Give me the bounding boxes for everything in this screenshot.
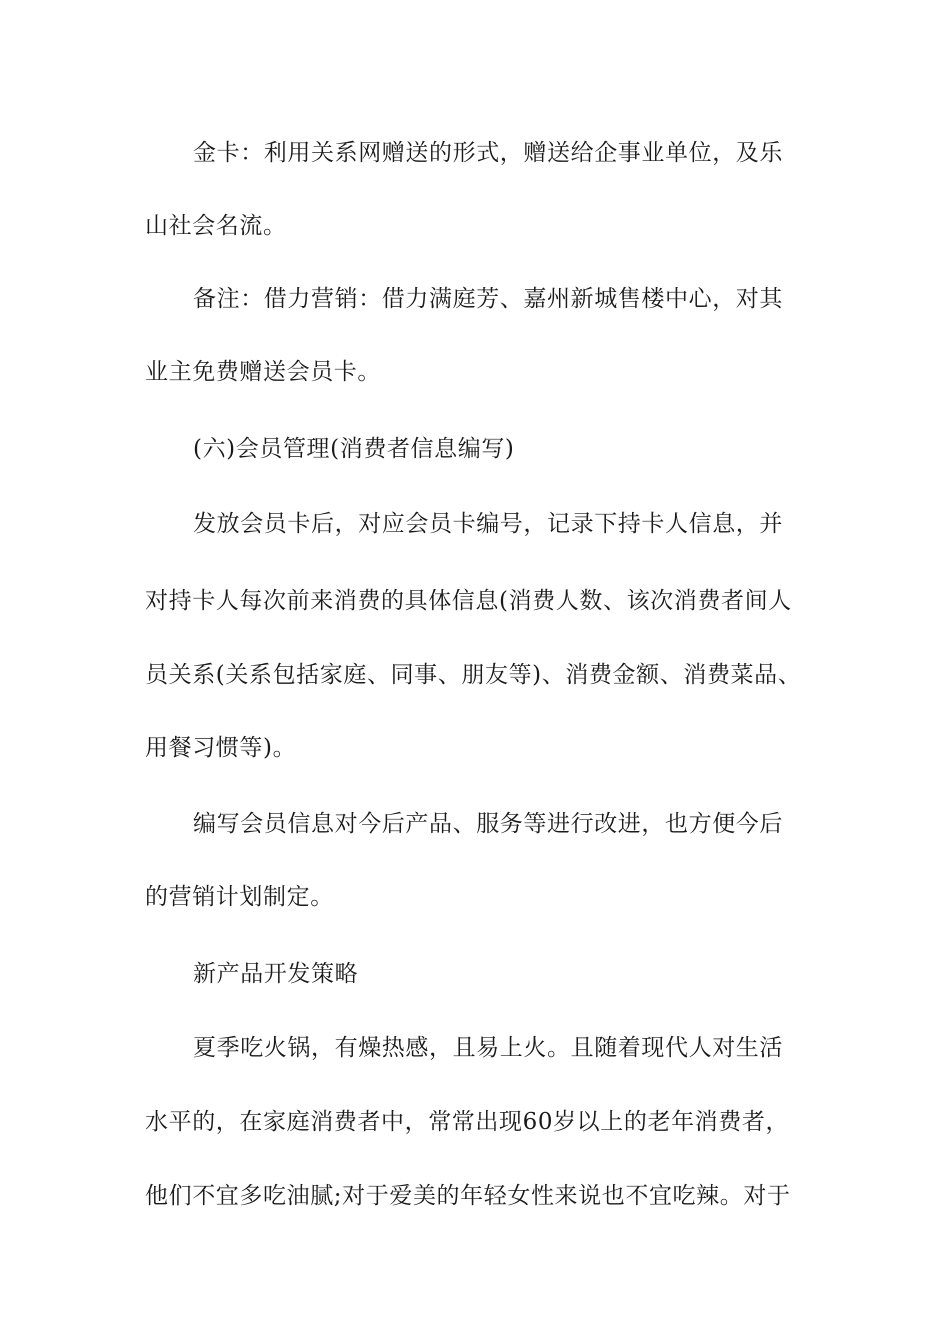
paragraph-line: 用餐习惯等)。 <box>145 735 297 761</box>
paragraph-line: 他们不宜多吃油腻;对于爱美的年轻女性来说也不宜吃辣。对于 <box>145 1183 791 1209</box>
paragraph-line: 水平的，在家庭消费者中，常常出现60岁以上的老年消费者， <box>145 1109 790 1135</box>
paragraph-line: 编写会员信息对今后产品、服务等进行改进，也方便今后 <box>193 811 783 837</box>
paragraph-line: 业主免费赠送会员卡。 <box>145 359 381 385</box>
paragraph-line: 对持卡人每次前来消费的具体信息(消费人数、该次消费者间人 <box>145 588 792 614</box>
paragraph-line: 发放会员卡后，对应会员卡编号，记录下持卡人信息，并 <box>193 511 783 537</box>
section-heading: 新产品开发策略 <box>193 961 359 987</box>
paragraph-line: 的营销计划制定。 <box>145 884 334 910</box>
paragraph-line: 夏季吃火锅，有燥热感，且易上火。且随着现代人对生活 <box>193 1035 783 1061</box>
paragraph-line: 山社会名流。 <box>145 213 287 239</box>
paragraph-line: 员关系(关系包括家庭、同事、朋友等)、消费金额、消费菜品、 <box>145 662 802 688</box>
paragraph-line: 备注：借力营销：借力满庭芳、嘉州新城售楼中心，对其 <box>193 286 783 312</box>
section-heading: (六)会员管理(消费者信息编写) <box>193 436 515 462</box>
paragraph-line: 金卡：利用关系网赠送的形式，赠送给企事业单位，及乐 <box>193 140 783 166</box>
